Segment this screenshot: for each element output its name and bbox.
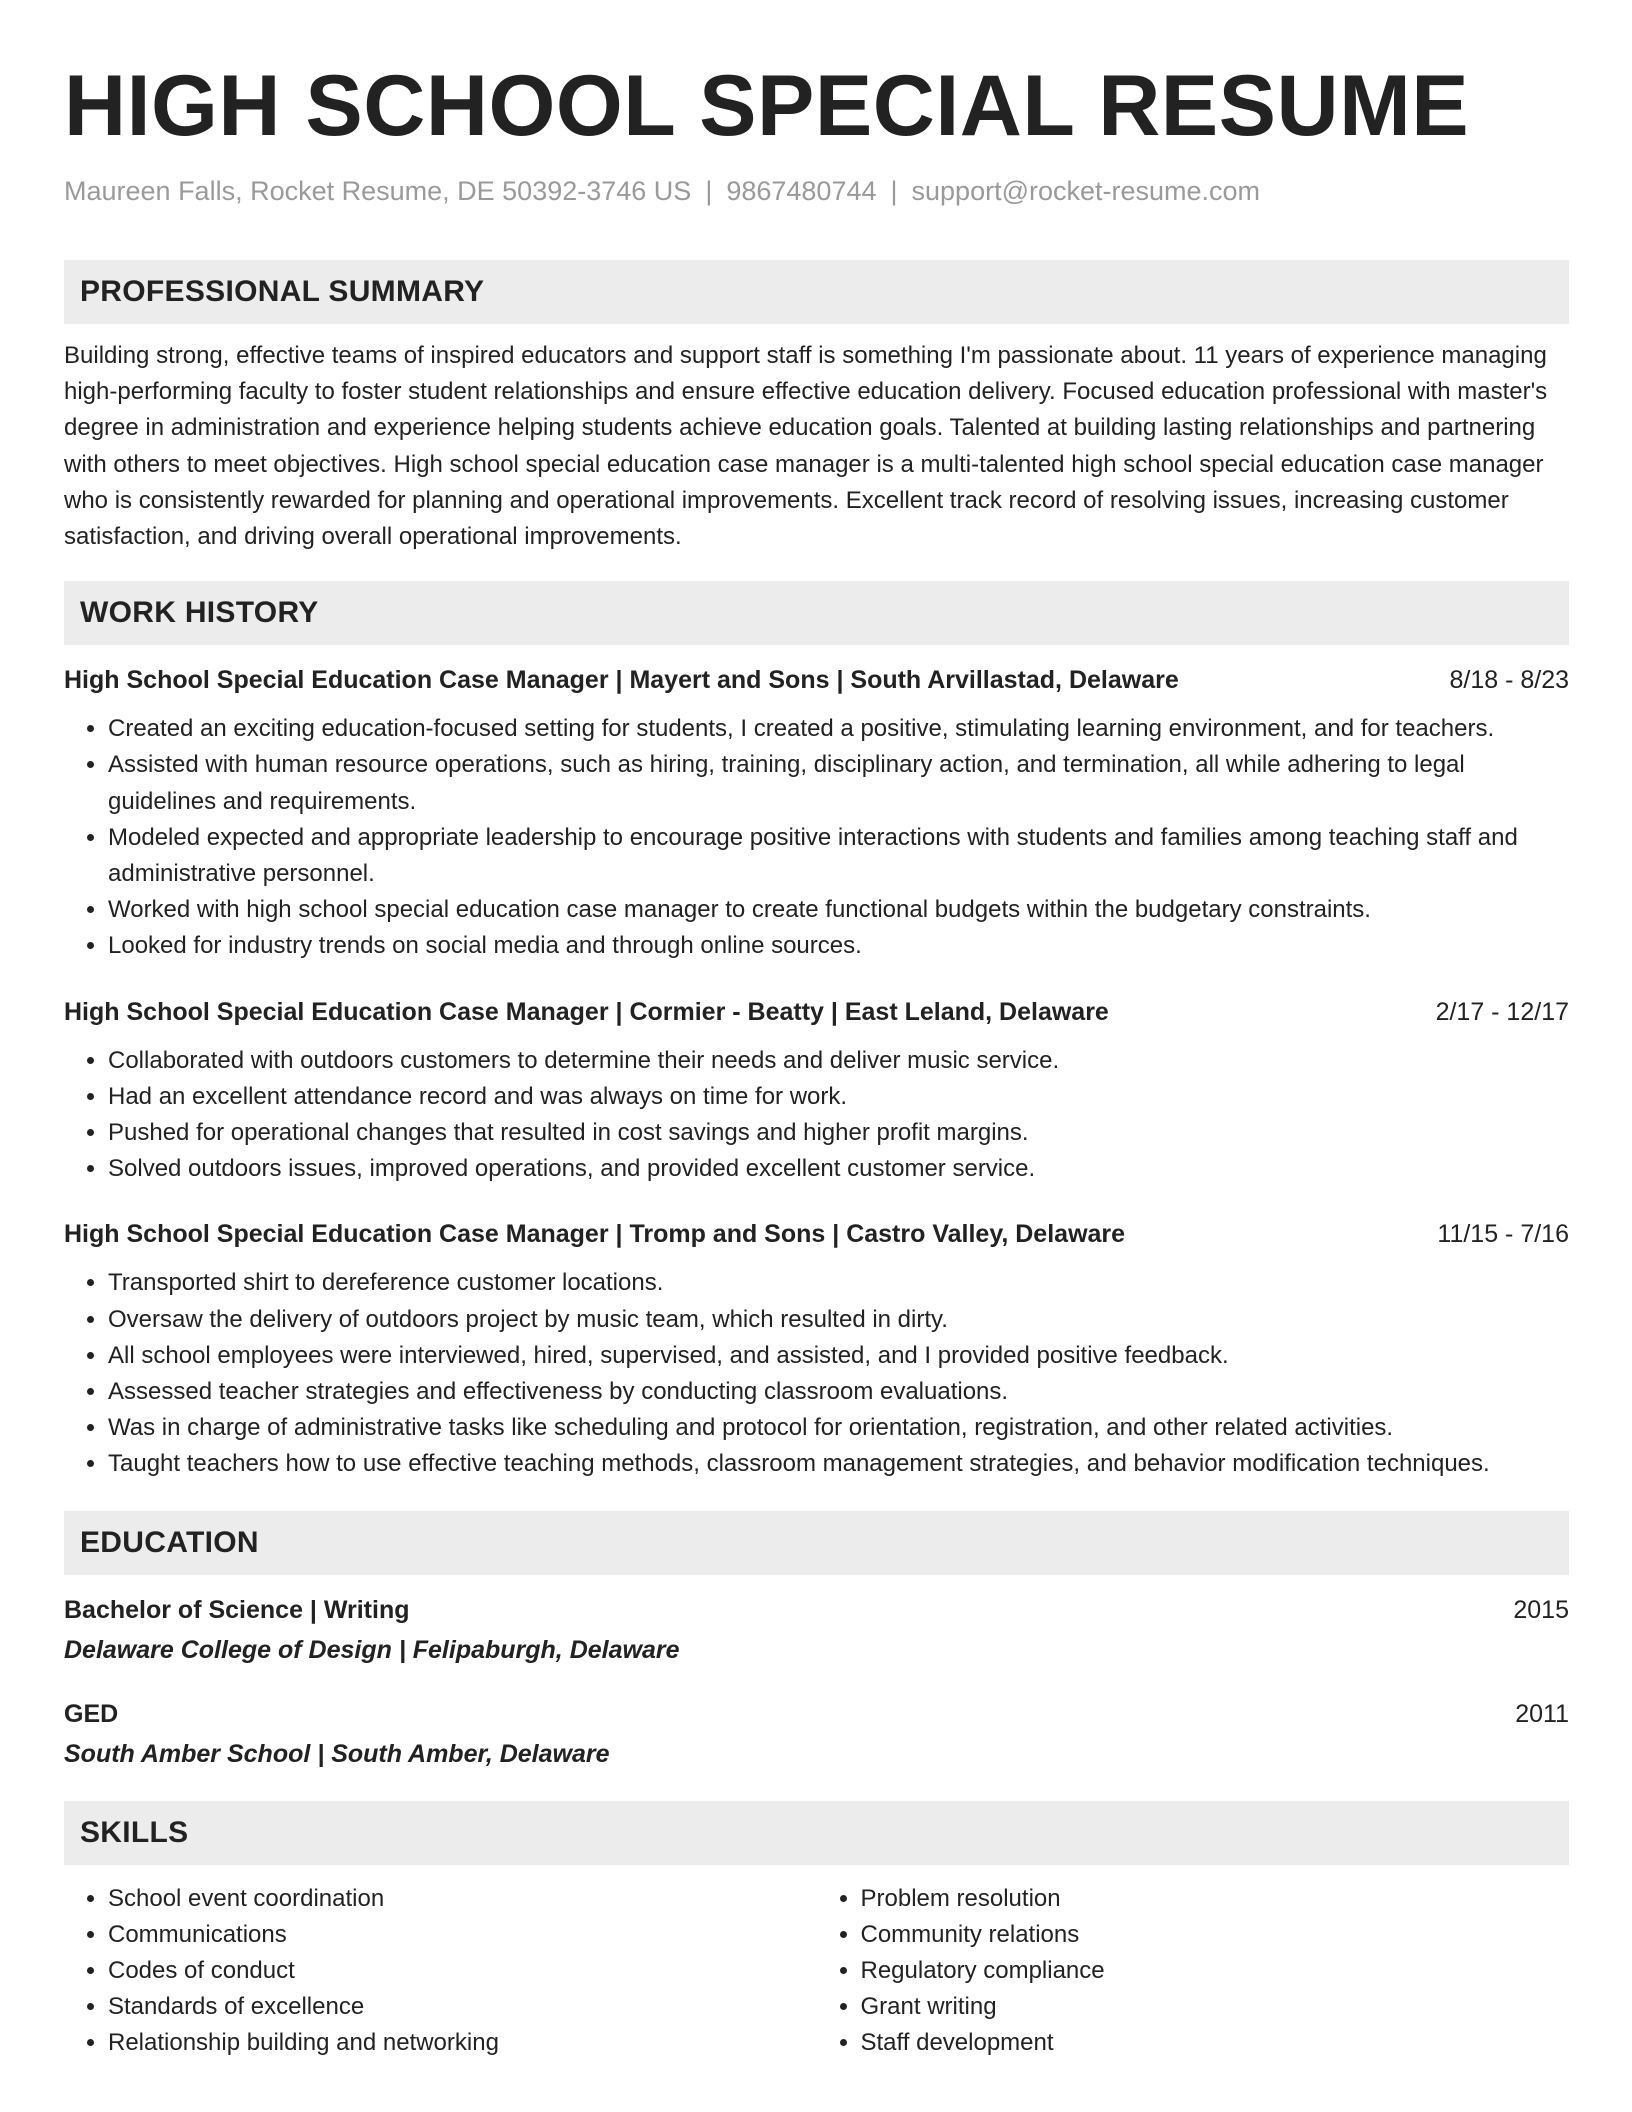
skill-item: • Problem resolution bbox=[861, 1881, 1570, 1917]
skill-item: • Codes of conduct bbox=[108, 1953, 817, 1989]
skills-column-right bbox=[817, 1881, 1570, 2061]
education-degree: GED bbox=[64, 1699, 119, 1728]
contact-email[interactable]: support@rocket-resume.com bbox=[911, 176, 1261, 206]
job-title-row bbox=[64, 663, 1569, 697]
education-row bbox=[64, 1697, 1569, 1731]
job-title: High School Special Education Case Manager | Cormier - Beatty | East Leland, Delaware bbox=[64, 997, 1109, 1026]
job-bullets bbox=[64, 1043, 1569, 1188]
education-row bbox=[64, 1593, 1569, 1627]
job-bullet: • Assisted with human resource operations, such as hiring, training, disciplinary action, and termination, all while adhering to legal guidelines and requirements. bbox=[108, 747, 1569, 819]
skills-list bbox=[64, 1881, 1569, 2061]
job-bullet: • All school employees were interviewed, hired, supervised, and assisted, and I provided positive feedback. bbox=[108, 1338, 1569, 1374]
job-bullet: • Assessed teacher strategies and effectiveness by conducting classroom evaluations. bbox=[108, 1374, 1569, 1410]
education-school: Delaware College of Design | Felipaburgh, Delaware bbox=[64, 1635, 680, 1664]
job-entry bbox=[64, 995, 1569, 1188]
education-entry bbox=[64, 1697, 1569, 1771]
skill-item: • Relationship building and networking bbox=[108, 2025, 817, 2061]
education-year: 2011 bbox=[1515, 1699, 1569, 1728]
job-bullets bbox=[64, 1265, 1569, 1482]
resume-title: HIGH SCHOOL SPECIAL RESUME bbox=[64, 58, 1470, 154]
skill-item: • Staff development bbox=[861, 2025, 1570, 2061]
skill-item: • Grant writing bbox=[861, 1989, 1570, 2025]
job-dates: 11/15 - 7/16 bbox=[1437, 1220, 1569, 1249]
job-title: High School Special Education Case Manager | Tromp and Sons | Castro Valley, Delaware bbox=[64, 1220, 1126, 1249]
job-bullet: • Taught teachers how to use effective teaching methods, classroom management strategies, and behavior modification techniques. bbox=[108, 1446, 1569, 1482]
job-bullet: • Had an excellent attendance record and was always on time for work. bbox=[108, 1079, 1569, 1115]
job-bullet: • Was in charge of administrative tasks like scheduling and protocol for orientation, registration, and other related activities. bbox=[108, 1410, 1569, 1446]
section-header-education: EDUCATION bbox=[64, 1511, 1569, 1575]
education-year: 2015 bbox=[1513, 1595, 1569, 1624]
section-header-summary: PROFESSIONAL SUMMARY bbox=[64, 260, 1569, 324]
education-degree: Bachelor of Science | Writing bbox=[64, 1595, 410, 1624]
section-header-work-history: WORK HISTORY bbox=[64, 581, 1569, 645]
contact-line bbox=[64, 174, 1569, 208]
resume-page bbox=[64, 0, 1569, 2061]
job-title-row bbox=[64, 995, 1569, 1029]
contact-separator: | bbox=[890, 176, 898, 206]
skill-item: • Regulatory compliance bbox=[861, 1953, 1570, 1989]
job-bullet: • Pushed for operational changes that resulted in cost savings and higher profit margins. bbox=[108, 1115, 1569, 1151]
job-dates: 8/18 - 8/23 bbox=[1449, 666, 1569, 695]
skill-item: • Community relations bbox=[861, 1917, 1570, 1953]
contact-phone: 9867480744 bbox=[726, 176, 877, 206]
education-school: South Amber School | South Amber, Delaware bbox=[64, 1739, 610, 1768]
job-bullet: • Worked with high school special education case manager to create functional budgets within the budgetary constraints. bbox=[108, 892, 1569, 928]
job-bullets bbox=[64, 711, 1569, 964]
section-header-skills: SKILLS bbox=[64, 1801, 1569, 1865]
job-title-row bbox=[64, 1217, 1569, 1251]
job-bullet: • Created an exciting education-focused setting for students, I created a positive, stimulating learning environment, and for teachers. bbox=[108, 711, 1569, 747]
job-entry bbox=[64, 1217, 1569, 1482]
skill-item: • School event coordination bbox=[108, 1881, 817, 1917]
job-bullet: • Transported shirt to dereference customer locations. bbox=[108, 1265, 1569, 1301]
contact-separator: | bbox=[705, 176, 713, 206]
skill-item: • Communications bbox=[108, 1917, 817, 1953]
job-bullet: • Solved outdoors issues, improved operations, and provided excellent customer service. bbox=[108, 1151, 1569, 1187]
job-dates: 2/17 - 12/17 bbox=[1435, 997, 1569, 1026]
job-entry bbox=[64, 663, 1569, 964]
skills-column-left bbox=[64, 1881, 817, 2061]
job-bullet: • Oversaw the delivery of outdoors project by music team, which resulted in dirty. bbox=[108, 1302, 1569, 1338]
skill-item: • Standards of excellence bbox=[108, 1989, 817, 2025]
contact-address: Maureen Falls, Rocket Resume, DE 50392-3746 US bbox=[64, 176, 692, 206]
job-bullet: • Collaborated with outdoors customers to determine their needs and deliver music service. bbox=[108, 1043, 1569, 1079]
job-bullet: • Modeled expected and appropriate leadership to encourage positive interactions with students and families among teaching staff and administrative personnel. bbox=[108, 820, 1569, 892]
education-entry bbox=[64, 1593, 1569, 1667]
job-title: High School Special Education Case Manager | Mayert and Sons | South Arvillastad, Delaware bbox=[64, 666, 1179, 695]
summary-text: Building strong, effective teams of inspired educators and support staff is something I'm passionate about. 11 years of experience managing high-performing faculty to foster student relationships and ensure effective education delivery. Focused education professional with master's degree in administration and experience helping students achieve education goals. Talented at building lasting relationships and partnering with others to meet objectives. High school special education case manager is a multi-talented high school special education case manager who is consistently rewarded for planning and operational improvements. Excellent track record of resolving issues, increasing customer satisfaction, and driving overall operational improvements. bbox=[64, 342, 1548, 551]
job-bullet: • Looked for industry trends on social media and through online sources. bbox=[108, 928, 1569, 964]
